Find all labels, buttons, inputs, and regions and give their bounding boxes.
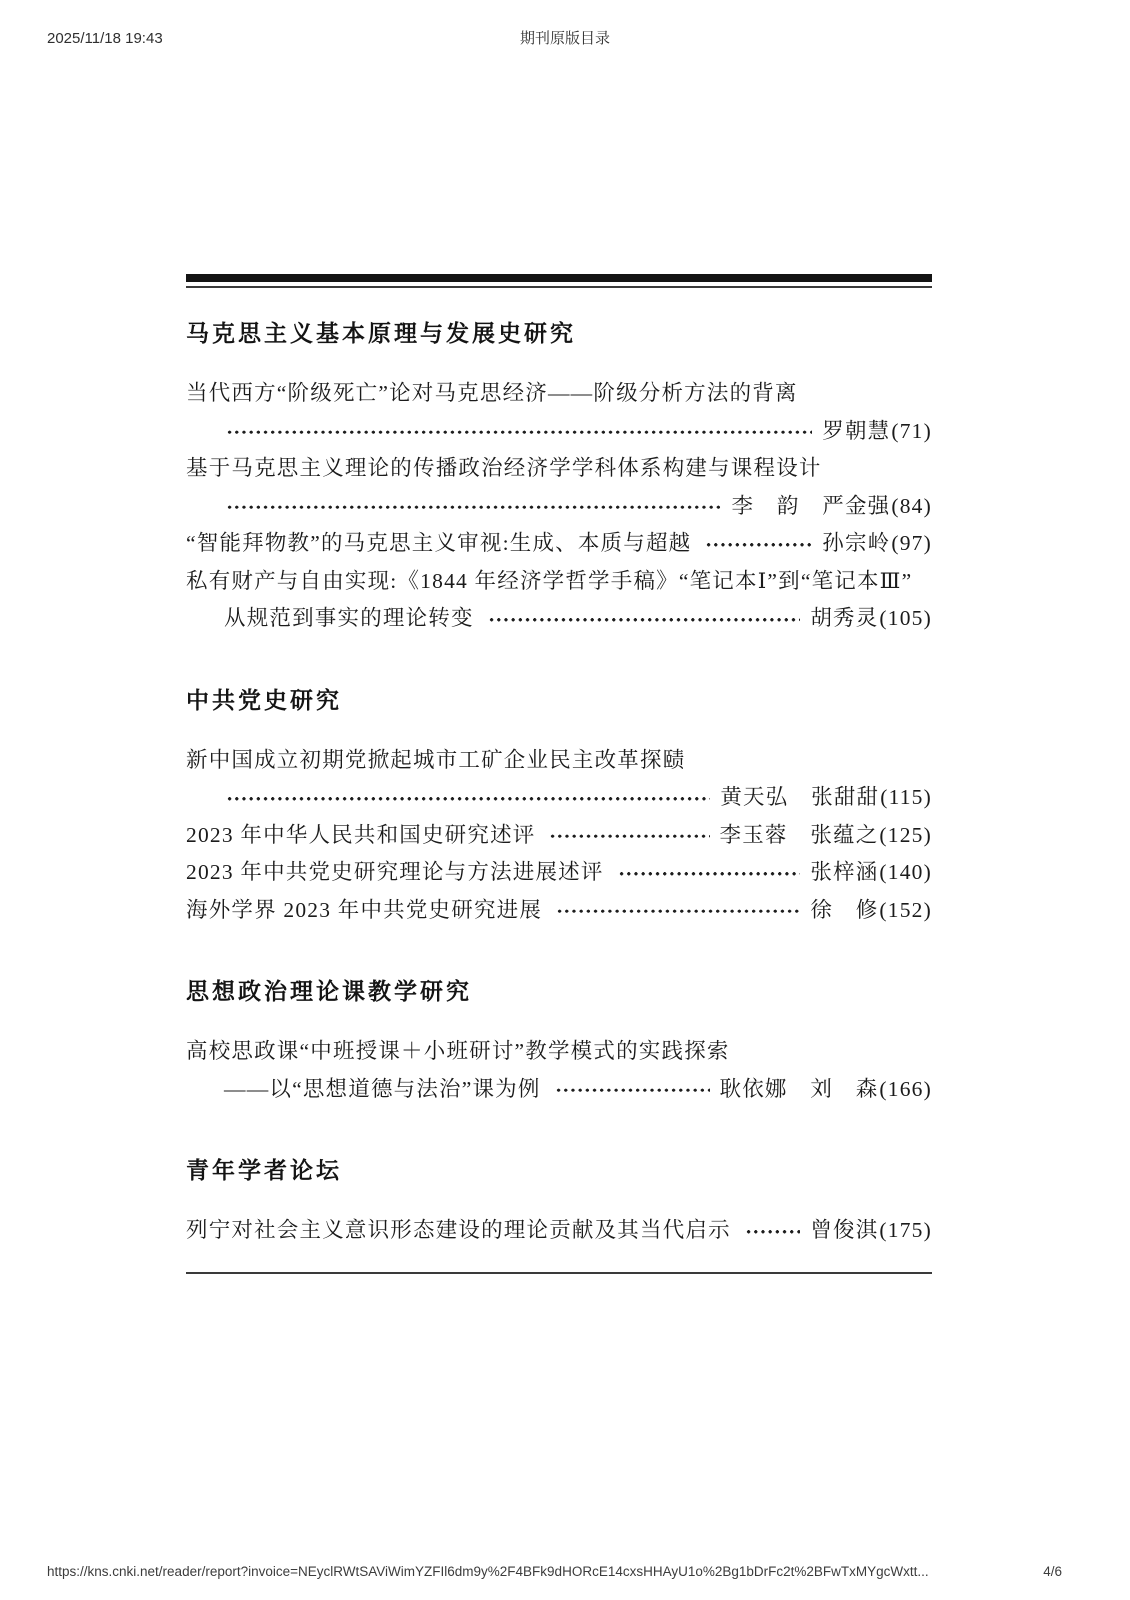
entry-authors: 张梓涵 (810, 860, 879, 884)
entry-authors: 胡秀灵 (810, 606, 879, 630)
section-heading: 马克思主义基本原理与发展史研究 (186, 320, 576, 346)
entry-title: 私有财产与自由实现:《1844 年经济学哲学手稿》“笔记本Ⅰ”到“笔记本Ⅲ” (186, 568, 913, 593)
toc-entry-line (186, 1071, 932, 1109)
toc-entry-title-line (186, 375, 932, 413)
entry-authors: 李玉蓉 张蕴之 (719, 822, 879, 847)
dotted-leader (549, 817, 709, 855)
top-double-rule (186, 274, 932, 288)
entry-page-number: (175) (879, 1218, 932, 1242)
dotted-leader (226, 488, 721, 526)
dotted-leader (488, 600, 801, 638)
toc-entry-title-line (186, 563, 932, 601)
toc-entry-title-line (186, 742, 932, 780)
page-title: 期刊原版目录 (519, 30, 610, 47)
dotted-leader (745, 1212, 801, 1250)
entry-title: 高校思政课“中班授课＋小班研讨”教学模式的实践探索 (186, 1039, 730, 1063)
entry-authors: 孙宗岭 (822, 531, 891, 555)
section-heading: 中共党史研究 (186, 686, 342, 713)
toc-entry-leader-line (186, 779, 932, 817)
entry-page-number: (166) (879, 1076, 932, 1101)
toc-entry-title-line (186, 1033, 932, 1071)
entry-page-number: (115) (880, 785, 932, 809)
section-heading: 青年学者论坛 (186, 1157, 342, 1183)
entry-authors: 曾俊淇 (810, 1218, 879, 1242)
toc-section (186, 976, 932, 1108)
entry-title: ——以“思想道德与法治”课为例 (224, 1076, 541, 1101)
entry-page-number: (125) (879, 822, 932, 847)
toc-entry-line (186, 892, 932, 930)
dotted-leader (556, 892, 800, 930)
toc-entry-leader-line (186, 413, 932, 451)
entry-title: 2023 年中华人民共和国史研究述评 (186, 822, 536, 847)
entry-page-number: (71) (891, 418, 932, 443)
toc-entry-line (186, 525, 932, 563)
print-source-url: https://kns.cnki.net/reader/report?invoice=NEyclRWtSAViWimYZFIl6dm9y%2F4BFk9dHORcE14cxsHHAyU1o%2Bg1bDrFc2t%2BFwTxMYgcWxtt... (47, 1564, 929, 1579)
dotted-leader (618, 854, 801, 892)
entry-title: 当代西方“阶级死亡”论对马克思经济——阶级分析方法的背离 (186, 381, 798, 405)
entry-authors: 耿依娜 刘 森 (719, 1076, 879, 1101)
bottom-rule (186, 1272, 932, 1274)
entry-title: 2023 年中共党史研究理论与方法进展述评 (186, 860, 604, 884)
entry-title: 列宁对社会主义意识形态建设的理论贡献及其当代启示 (186, 1218, 731, 1242)
entry-page-number: (84) (891, 493, 932, 518)
toc-section (186, 685, 932, 930)
entry-authors: 李 韵 严金强 (731, 493, 891, 518)
toc-entry-line (186, 817, 932, 855)
print-page-indicator: 4/6 (1043, 1564, 1062, 1579)
entry-title: 新中国成立初期党掀起城市工矿企业民主改革探赜 (186, 747, 686, 772)
entry-authors: 徐 修 (810, 897, 879, 922)
toc-entry-line (186, 854, 932, 892)
section-lines (186, 1033, 932, 1108)
entry-page-number: (140) (879, 860, 932, 884)
toc-entry-title-line (186, 450, 932, 488)
entry-title: 基于马克思主义理论的传播政治经济学学科体系构建与课程设计 (186, 456, 822, 480)
section-lines (186, 742, 932, 930)
section-lines (186, 1212, 932, 1250)
dotted-leader (226, 779, 710, 817)
toc-section (186, 318, 932, 638)
entry-title: 海外学界 2023 年中共党史研究进展 (186, 897, 543, 922)
entry-authors: 罗朝慧 (822, 418, 891, 443)
entry-authors: 黄天弘 张甜甜 (720, 785, 880, 809)
entry-title: 从规范到事实的理论转变 (224, 606, 474, 630)
section-heading: 思想政治理论课教学研究 (186, 978, 472, 1004)
dotted-leader (705, 525, 812, 563)
entry-title: “智能拜物教”的马克思主义审视:生成、本质与超越 (186, 531, 692, 555)
section-lines (186, 375, 932, 638)
toc-content (186, 274, 932, 1274)
toc-entry-line (186, 600, 932, 638)
dotted-leader (555, 1071, 710, 1109)
entry-page-number: (152) (879, 897, 932, 922)
entry-page-number: (105) (879, 606, 932, 630)
toc-section (186, 1155, 932, 1250)
toc-entry-line (186, 1212, 932, 1250)
entry-page-number: (97) (891, 531, 932, 555)
print-timestamp: 2025/11/18 19:43 (47, 30, 163, 47)
dotted-leader (226, 413, 812, 451)
toc-entry-leader-line (186, 488, 932, 526)
